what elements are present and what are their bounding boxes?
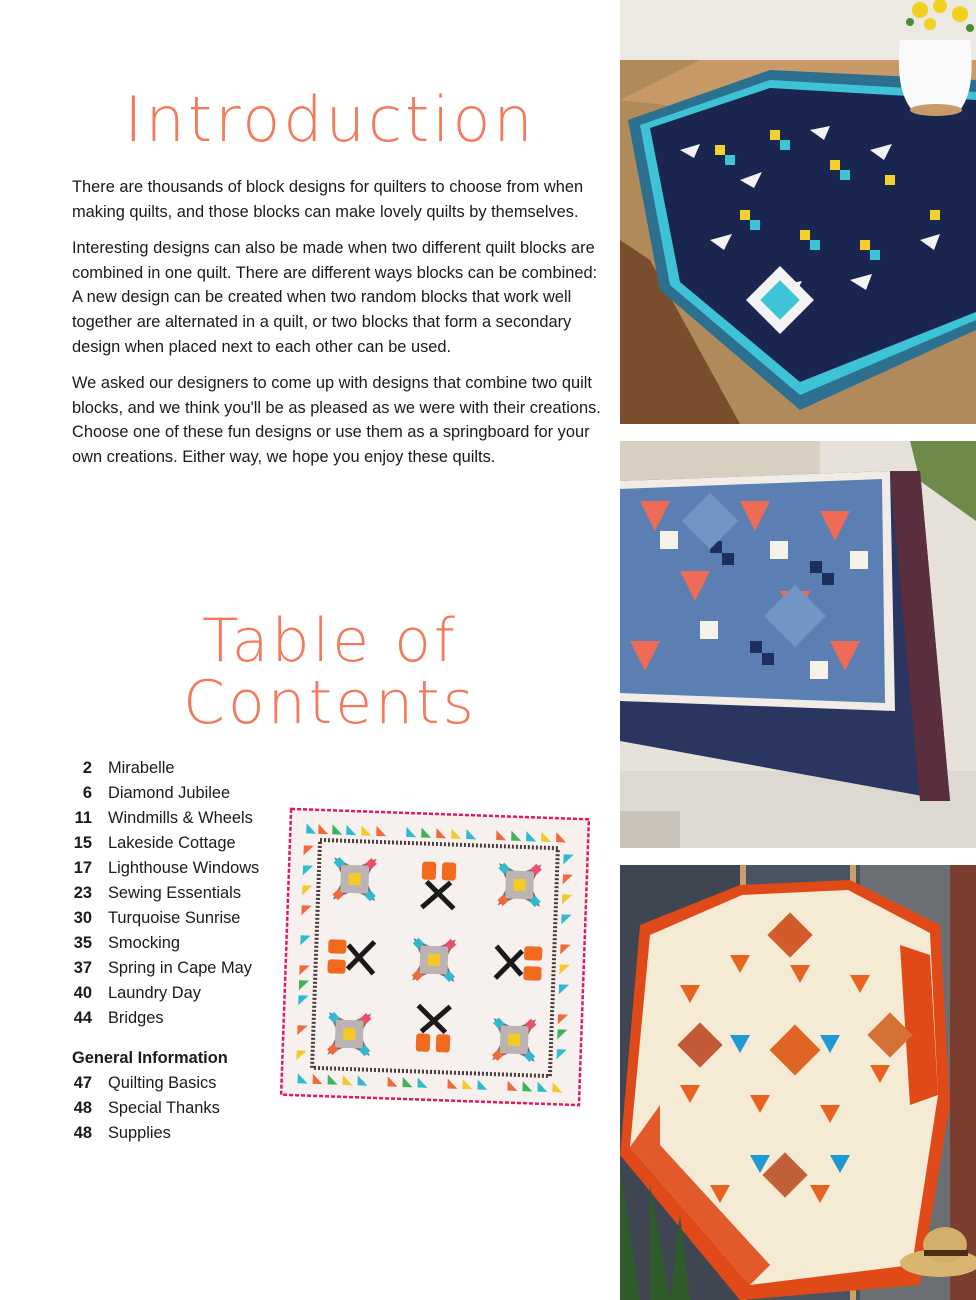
toc-entry-label: Spring in Cape May (108, 959, 252, 977)
toc-entry-bridges[interactable] (72, 1006, 272, 1031)
toc-entry-label: Lakeside Cottage (108, 834, 236, 852)
toc-entry-laundry-day[interactable] (72, 981, 272, 1006)
orange-cream-quilt-photo (620, 865, 976, 1300)
toc-entry-smocking[interactable] (72, 931, 272, 956)
toc-entry-label: Quilting Basics (108, 1074, 217, 1092)
toc-page-number: 44 (73, 1009, 92, 1027)
table-of-contents-heading (0, 606, 660, 738)
toc-entry-label: Diamond Jubilee (108, 784, 231, 802)
toc-page-number: 48 (73, 1124, 92, 1142)
toc-heading-line-1: Table of (201, 606, 459, 676)
toc-entry-label: Sewing Essentials (108, 884, 242, 902)
toc-entry-label: Windmills & Wheels (108, 809, 253, 827)
toc-page-number: 17 (73, 859, 92, 877)
toc-section-general-information: General Information (72, 1049, 228, 1067)
blue-coral-quilt-photo (620, 441, 976, 848)
toc-page-number: 35 (73, 934, 92, 952)
toc-list (72, 756, 272, 1146)
toc-page-number: 11 (74, 809, 92, 827)
introduction-body (72, 175, 602, 482)
intro-paragraph: We asked our designers to come up with designs that combine two quilt blocks, and we think you'll be as pleased as we were with their creations. Choose one of these fun designs or use them as a springboard for your own creations. Either way, we hope you enjoy these quilts. (72, 374, 601, 466)
toc-entry-diamond-jubilee[interactable] (72, 781, 272, 806)
toc-entry-mirabelle[interactable] (72, 756, 272, 781)
toc-entry-lakeside-cottage[interactable] (72, 831, 272, 856)
navy-turquoise-quilt-photo (620, 0, 976, 424)
intro-paragraph: There are thousands of block designs for quilters to choose from when making quilts, and those blocks can make lovely quilts by themselves. (72, 178, 584, 221)
toc-page-number: 6 (82, 784, 92, 802)
toc-entry-supplies[interactable] (72, 1121, 272, 1146)
intro-paragraph: Interesting designs can also be made when two different quilt blocks are combined in one quilt. There are different ways blocks can be combined: A new design can be created when two random blocks that work well together are alternated in a quilt, or two blocks that form a secondary design when placed next to each other can be used. (72, 239, 598, 356)
sewing-essentials-quilt-illustration (272, 800, 598, 1114)
toc-page-number: 48 (73, 1099, 92, 1117)
toc-entry-spring-in-cape-may[interactable] (72, 956, 272, 981)
toc-entry-sewing-essentials[interactable] (72, 881, 272, 906)
toc-entry-label: Bridges (108, 1009, 164, 1027)
toc-entry-lighthouse-windows[interactable] (72, 856, 272, 881)
toc-entry-quilting-basics[interactable] (72, 1071, 272, 1096)
toc-page-number: 2 (82, 759, 92, 777)
toc-page-number: 37 (73, 959, 92, 977)
toc-entry-special-thanks[interactable] (72, 1096, 272, 1121)
toc-entry-label: Smocking (108, 934, 180, 952)
toc-heading-line-2: Contents (183, 668, 477, 738)
toc-entry-label: Special Thanks (108, 1099, 220, 1117)
toc-entry-windmills-wheels[interactable] (72, 806, 272, 831)
toc-page-number: 40 (73, 984, 92, 1002)
toc-entry-turquoise-sunrise[interactable] (72, 906, 272, 931)
toc-entry-label: Turquoise Sunrise (108, 909, 241, 927)
toc-entry-label: Laundry Day (108, 984, 201, 1002)
toc-page-number: 30 (73, 909, 92, 927)
toc-entry-label: Supplies (108, 1124, 171, 1142)
toc-page-number: 23 (73, 884, 92, 902)
toc-entry-label: Mirabelle (108, 759, 175, 777)
toc-entry-label: Lighthouse Windows (108, 859, 260, 877)
toc-page-number: 47 (73, 1074, 92, 1092)
toc-page-number: 15 (73, 834, 92, 852)
introduction-heading: Introduction (124, 83, 536, 156)
